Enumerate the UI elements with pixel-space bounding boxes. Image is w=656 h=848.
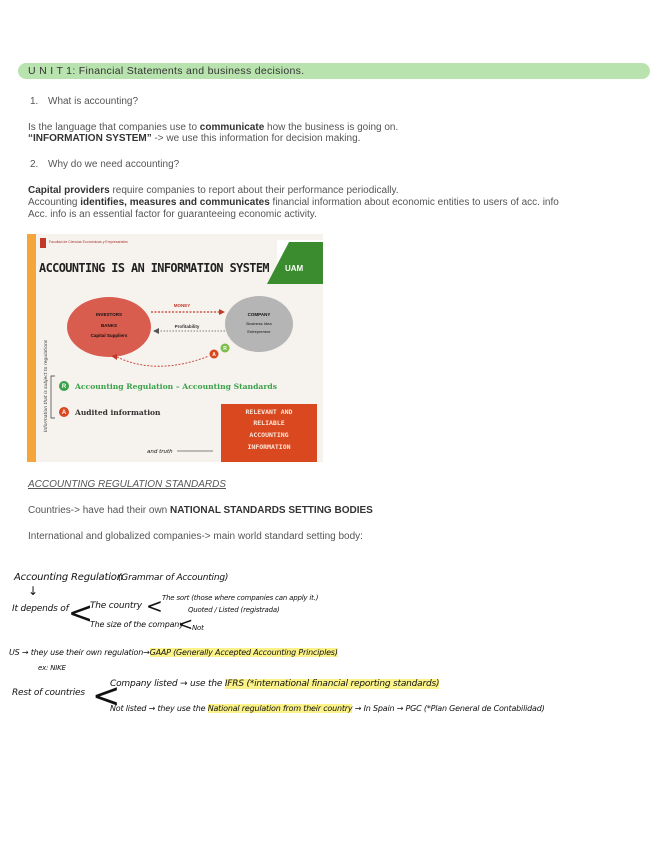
money-label: MONEY [173, 303, 191, 308]
note-brace-4: < [92, 676, 121, 716]
answer-1-line-2 [28, 132, 360, 145]
note-not: Not [192, 624, 204, 632]
capital-providers-term: Capital providers [28, 185, 110, 196]
note-spain-pgc: → In Spain → PGC (*Plan General de Contabilidad) [354, 704, 545, 713]
question-2-text: Why do we need accounting? [48, 159, 180, 170]
note-listed-text: Company listed → use the [110, 679, 223, 689]
note-us-text: US → they use their own regulation→ [9, 648, 150, 657]
note-country: The country [90, 601, 142, 611]
answer-1-text: Is the language that companies use to [28, 122, 200, 133]
side-note: Information that is subject to regulations [44, 339, 49, 432]
side-bracket [51, 376, 55, 418]
badge-a-letter: A [61, 410, 67, 416]
note-not-listed [110, 704, 545, 713]
slide-title: ACCOUNTING IS AN INFORMATION SYSTEM [39, 260, 270, 275]
note-size: The size of the company [90, 620, 184, 629]
and-truth-note: and truth [147, 449, 173, 455]
note-ifrs: IFRS (*international financial reporting standards) [224, 679, 440, 689]
profitability-arrowhead [153, 328, 159, 334]
company-label: COMPANY [247, 312, 271, 317]
profitability-label: Profitability [174, 324, 200, 329]
note-gaap: GAAP (Generally Accepted Accounting Principles) [149, 648, 338, 657]
question-1-number: 1. [30, 96, 39, 107]
unit-title: U N I T 1: Financial Statements and business decisions. [28, 65, 305, 77]
banks-label: BANKS [100, 323, 118, 328]
question-1-text: What is accounting? [48, 96, 139, 107]
note-grammar: (Grammar of Accounting) [118, 573, 229, 583]
accounting-information-system-slide [27, 234, 323, 462]
answer-2-line-3: Acc. info is an essential factor for guaranteeing economic activity. [28, 209, 317, 220]
uam-logo-shape [267, 242, 323, 284]
answer-1-line-2-text: -> we use this information for decision making. [151, 133, 361, 144]
question-1 [30, 96, 138, 107]
business-idea-label: Business Idea [246, 321, 272, 326]
section-p1-text: Countries-> have had their own [28, 505, 171, 516]
badge-r-small-letter: R [223, 346, 227, 352]
note-accounting-regulation: Accounting Regulation [14, 572, 123, 583]
note-national-regulation: National regulation from their country [207, 704, 353, 713]
question-2 [30, 159, 179, 170]
national-standards-term: NATIONAL STANDARDS SETTING BODIES [170, 505, 373, 516]
note-sort: The sort (those where companies can apply it.) [162, 594, 319, 602]
note-rest-countries: Rest of countries [12, 688, 85, 698]
badge-a-small-letter: A [212, 352, 216, 358]
note-brace-3: < [178, 614, 193, 635]
note-listed [110, 679, 439, 689]
money-arrowhead [219, 309, 225, 315]
relevant-line-1: RELEVANT AND [245, 408, 293, 416]
note-not-listed-text: Not listed → they use the [110, 704, 206, 713]
answer-2-line-2-start: Accounting [28, 197, 81, 208]
note-us [9, 648, 338, 657]
faculty-logo [40, 238, 46, 248]
slide-graphic [27, 234, 323, 462]
answer-2-line-1-text: require companies to report about their performance periodically. [109, 185, 399, 196]
section-paragraph-1 [28, 504, 373, 517]
answer-2-line-2-text: financial information about economic entities to users of acc. info [269, 197, 559, 208]
regulation-label: Accounting Regulation – Accounting Standards [73, 382, 277, 391]
audited-label: Audited information [75, 408, 161, 417]
information-system-term: “INFORMATION SYSTEM” [28, 133, 152, 144]
slide-orange-edge [27, 234, 36, 462]
relevant-line-4: INFORMATION [247, 443, 291, 451]
relevant-line-2: RELIABLE [253, 419, 285, 427]
entrepreneur-label: Entrepreneur [247, 329, 271, 334]
answer-1-text-end: how the business is going on. [264, 122, 399, 133]
badge-r-letter: R [61, 384, 67, 390]
note-nike: ex: NIKE [38, 664, 66, 672]
question-2-number: 2. [30, 159, 39, 170]
note-depends: It depends of [12, 604, 69, 614]
note-down-arrow: ↓ [28, 584, 38, 598]
relevant-line-3: ACCOUNTING [249, 431, 289, 439]
capital-suppliers-label: Capital Suppliers [90, 333, 128, 338]
identifies-term: identifies, measures and communicates [80, 197, 270, 208]
investors-label: INVESTORS [96, 312, 122, 317]
uam-logo-text: UAM [285, 264, 304, 273]
note-quoted: Quoted / Listed (registrada) [188, 606, 280, 614]
note-brace-1: < [68, 596, 93, 631]
unit-title-bar [18, 63, 650, 79]
feedback-curve [117, 356, 209, 366]
faculty-name: Facultad de Ciencias Económicas y Empresariales [49, 240, 128, 244]
answer-1-bold: communicate [199, 122, 265, 133]
section-heading: ACCOUNTING REGULATION STANDARDS [28, 479, 226, 490]
section-paragraph-2: International and globalized companies-> main world standard setting body: [28, 531, 363, 542]
note-brace-2: < [146, 594, 163, 618]
